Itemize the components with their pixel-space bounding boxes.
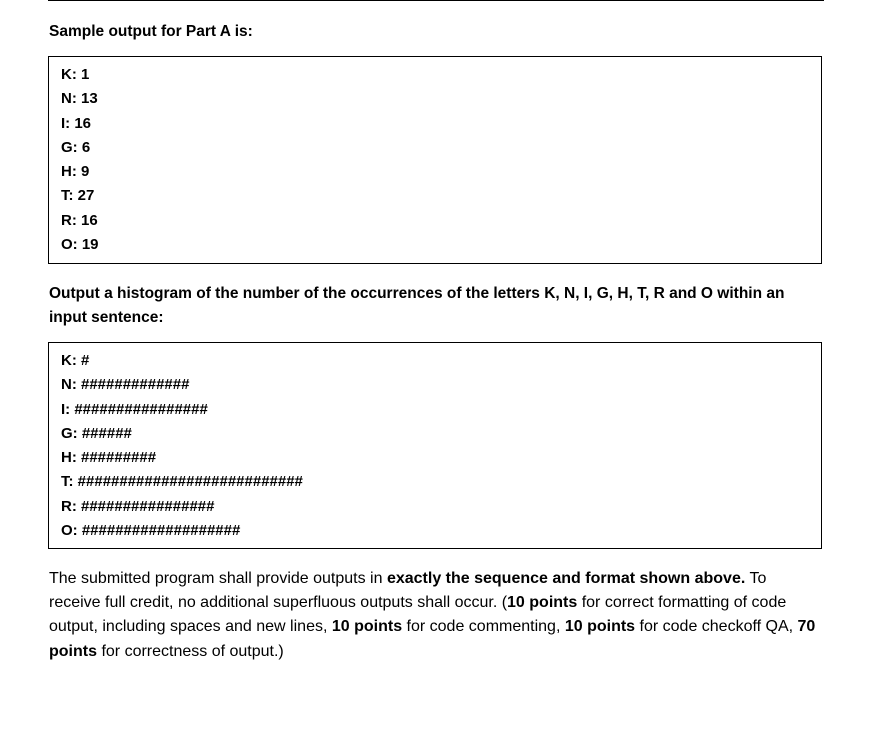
instructions-bold-4: 10 points [564,618,636,636]
instructions-bold-3: 10 points [331,618,403,636]
part-a-heading: Sample output for Part A is: [49,23,253,40]
histogram-line-t: T: ########################### [61,473,303,491]
histogram-line-o: O: ################### [61,522,241,540]
histogram-line-i: I: ################ [61,400,208,418]
instructions-text-2: To receive full credit, no additional superfluous outputs shall occur. ( [49,570,767,612]
sample-output-line-h: H: 9 [61,163,90,181]
sample-output-line-k: K: 1 [61,66,90,83]
sample-output-line-i: I: 16 [61,114,92,132]
histogram-heading: Output a histogram of the number of the occurrences of the letters K, N, I, G, H, T, R and O within an input sentence: [49,285,785,326]
instructions-text-6: for correctness of output.) [97,642,284,660]
instructions-text-1: The submitted program shall provide outputs in [49,570,387,587]
sample-output-line-o: O: 19 [61,236,99,254]
histogram-output-box [48,342,822,549]
instructions-bold-2: 10 points [507,594,578,612]
sample-output-line-r: R: 16 [61,211,98,229]
instructions-paragraph [49,567,819,664]
histogram-line-k: K: # [61,352,90,369]
sample-output-box [48,56,822,264]
instructions-text-3: for correct formatting of code output, including spaces and new lines, [49,594,787,636]
sample-output-line-g: G: 6 [61,138,91,156]
histogram-line-r: R: ################ [61,497,215,515]
instructions-bold-1: exactly the sequence and format shown above. [386,570,746,587]
instructions-text-5: for code checkoff QA, [635,618,798,636]
instructions-bold-5: 70 points [49,618,816,660]
histogram-line-h: H: ######### [61,449,157,467]
top-rule [48,0,824,1]
instructions-text-4: for code commenting, [402,618,565,636]
sample-output-line-n: N: 13 [61,90,98,108]
sample-output-line-t: T: 27 [61,187,95,205]
histogram-line-g: G: ###### [61,424,132,442]
histogram-line-n: N: ############# [61,376,190,394]
